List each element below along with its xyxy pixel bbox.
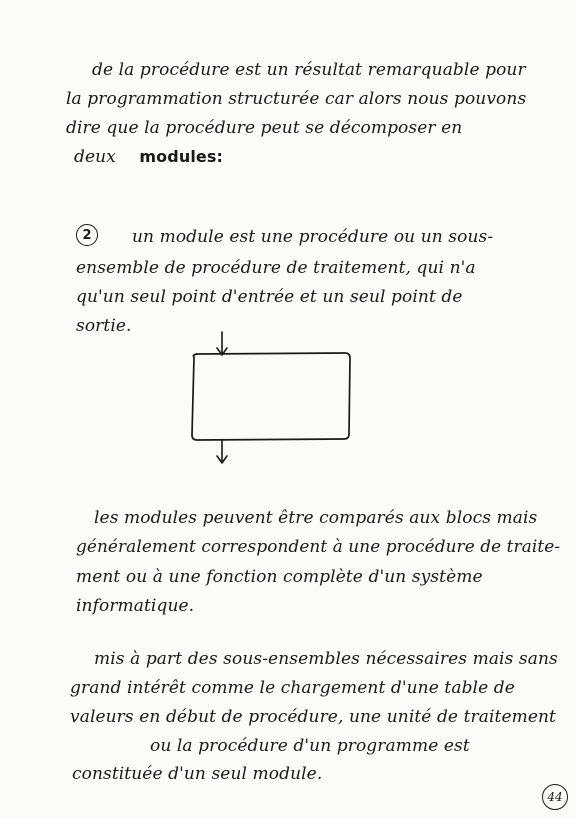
definition-line-3: qu'un seul point d'entrée et un seul point de xyxy=(76,287,463,307)
paragraph-3-line-5: constituée d'un seul module. xyxy=(72,764,323,784)
paragraph-2-line-1: les modules peuvent être comparés aux blocs mais xyxy=(94,508,538,528)
module-diagram xyxy=(178,330,368,470)
exit-arrow xyxy=(217,440,227,463)
page-number: 44 xyxy=(547,790,563,804)
paragraph-1-line-4 xyxy=(74,147,223,167)
item-number: 2 xyxy=(82,227,92,243)
module-box xyxy=(192,353,350,440)
paragraph-1-line-3: dire que la procédure peut se décomposer en xyxy=(66,118,463,138)
paragraph-2-line-3: ment ou à une fonction complète d'un système xyxy=(76,567,483,587)
paragraph-1-line-1: de la procédure est un résultat remarquable pour xyxy=(92,60,526,80)
item-number-circle xyxy=(76,224,98,246)
definition-line-2: ensemble de procédure de traitement, qui n'a xyxy=(76,258,476,278)
paragraph-1-line-4-prefix: deux xyxy=(74,147,116,167)
paragraph-3-line-1: mis à part des sous-ensembles nécessaires mais sans xyxy=(94,649,558,669)
paragraph-3-line-3: valeurs en début de procédure, une unité de traitement xyxy=(70,707,556,727)
definition-line-1: un module est une procédure ou un sous- xyxy=(132,227,494,247)
paragraph-2-line-4: informatique. xyxy=(76,596,195,616)
page-number-circle xyxy=(542,784,568,810)
modules-bold-word: modules: xyxy=(139,147,223,166)
entry-arrow xyxy=(217,332,227,355)
paragraph-1-line-2: la programmation structurée car alors nous pouvons xyxy=(66,89,527,109)
paragraph-3-line-4: ou la procédure d'un programme est xyxy=(150,736,470,756)
paragraph-2-line-2: généralement correspondent à une procédure de traite- xyxy=(76,537,561,557)
paragraph-3-line-2: grand intérêt comme le chargement d'une table de xyxy=(70,678,515,698)
definition-line-4: sortie. xyxy=(76,316,132,336)
